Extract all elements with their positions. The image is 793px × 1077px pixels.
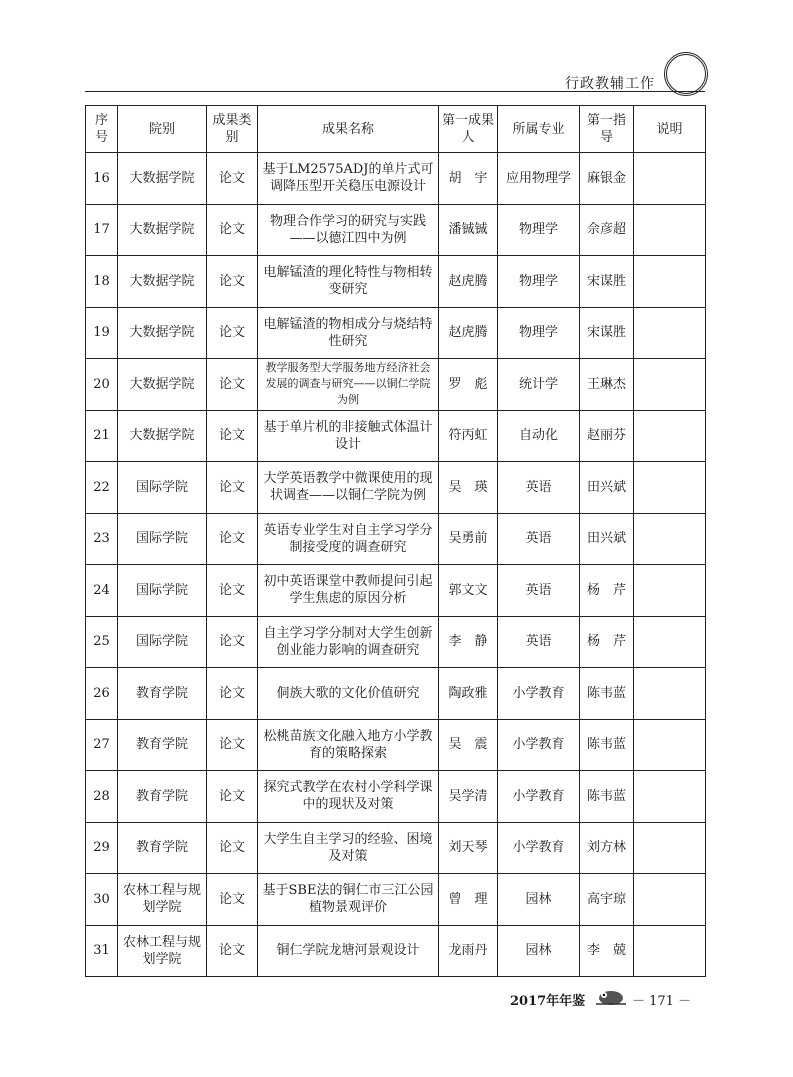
cell-major: 英语 <box>498 462 580 514</box>
table-row <box>86 719 706 771</box>
table-row <box>86 771 706 823</box>
cell-college: 教育学院 <box>118 668 207 720</box>
cell-type: 论文 <box>207 256 258 308</box>
table-row <box>86 462 706 514</box>
cell-author: 吴勇前 <box>439 513 498 565</box>
cell-no: 17 <box>86 204 118 256</box>
cell-advisor: 陈韦蓝 <box>580 719 634 771</box>
table-row <box>86 822 706 874</box>
cell-note <box>634 925 706 977</box>
cell-major: 英语 <box>498 565 580 617</box>
cell-type: 论文 <box>207 822 258 874</box>
cell-type: 论文 <box>207 719 258 771</box>
col-header-author: 第一成果人 <box>439 106 498 153</box>
cell-advisor: 田兴斌 <box>580 513 634 565</box>
col-header-no: 序号 <box>86 106 118 153</box>
cell-title: 侗族大歌的文化价值研究 <box>258 668 439 720</box>
cell-note <box>634 256 706 308</box>
cell-no: 18 <box>86 256 118 308</box>
cell-author: 赵虎腾 <box>439 256 498 308</box>
cell-note <box>634 359 706 411</box>
cell-title: 松桃苗族文化融入地方小学教育的策略探索 <box>258 719 439 771</box>
cell-college: 国际学院 <box>118 513 207 565</box>
cell-major: 物理学 <box>498 204 580 256</box>
cell-college: 大数据学院 <box>118 204 207 256</box>
cell-note <box>634 771 706 823</box>
cell-advisor: 陈韦蓝 <box>580 668 634 720</box>
cell-major: 园林 <box>498 874 580 926</box>
cell-title: 大学英语教学中微课使用的现状调查——以铜仁学院为例 <box>258 462 439 514</box>
table-row <box>86 668 706 720</box>
cell-college: 国际学院 <box>118 616 207 668</box>
cell-major: 小学教育 <box>498 668 580 720</box>
cell-type: 论文 <box>207 565 258 617</box>
cell-author: 罗 彪 <box>439 359 498 411</box>
table-row <box>86 410 706 462</box>
cell-note <box>634 307 706 359</box>
cell-college: 大数据学院 <box>118 307 207 359</box>
cell-major: 英语 <box>498 616 580 668</box>
cell-college: 大数据学院 <box>118 359 207 411</box>
cell-major: 自动化 <box>498 410 580 462</box>
cell-author: 胡 宇 <box>439 153 498 205</box>
cell-advisor: 李 兢 <box>580 925 634 977</box>
table-row <box>86 307 706 359</box>
cell-no: 22 <box>86 462 118 514</box>
cell-note <box>634 410 706 462</box>
cell-author: 吴学清 <box>439 771 498 823</box>
cell-college: 大数据学院 <box>118 153 207 205</box>
page-number: － 171 － <box>632 994 692 1009</box>
cell-title: 电解锰渣的物相成分与烧结特性研究 <box>258 307 439 359</box>
table-header-row <box>86 106 706 153</box>
cell-college: 国际学院 <box>118 565 207 617</box>
cell-note <box>634 204 706 256</box>
cell-major: 小学教育 <box>498 822 580 874</box>
cell-no: 16 <box>86 153 118 205</box>
cell-major: 物理学 <box>498 256 580 308</box>
cell-note <box>634 565 706 617</box>
cell-title: 初中英语课堂中教师提问引起学生焦虑的原因分析 <box>258 565 439 617</box>
cell-advisor: 刘方林 <box>580 822 634 874</box>
mascot-icon <box>592 986 630 1008</box>
cell-type: 论文 <box>207 307 258 359</box>
page-footer <box>510 990 692 1009</box>
cell-note <box>634 462 706 514</box>
cell-advisor: 陈韦蓝 <box>580 771 634 823</box>
cell-author: 刘天琴 <box>439 822 498 874</box>
cell-advisor: 高宇琼 <box>580 874 634 926</box>
cell-type: 论文 <box>207 668 258 720</box>
cell-no: 31 <box>86 925 118 977</box>
cell-college: 农林工程与规划学院 <box>118 874 207 926</box>
cell-title: 教学服务型大学服务地方经济社会发展的调查与研究——以铜仁学院为例 <box>258 359 439 411</box>
cell-type: 论文 <box>207 771 258 823</box>
table-row <box>86 256 706 308</box>
cell-type: 论文 <box>207 410 258 462</box>
cell-type: 论文 <box>207 925 258 977</box>
table-row <box>86 925 706 977</box>
cell-note <box>634 822 706 874</box>
cell-advisor: 杨 芹 <box>580 616 634 668</box>
col-header-type: 成果类别 <box>207 106 258 153</box>
cell-college: 农林工程与规划学院 <box>118 925 207 977</box>
table-row <box>86 204 706 256</box>
cell-major: 统计学 <box>498 359 580 411</box>
section-title: 行政教辅工作 <box>565 76 655 92</box>
col-header-college: 院别 <box>118 106 207 153</box>
cell-author: 赵虎腾 <box>439 307 498 359</box>
table-row <box>86 359 706 411</box>
col-header-advisor: 第一指导 <box>580 106 634 153</box>
table-row <box>86 565 706 617</box>
cell-note <box>634 668 706 720</box>
cell-type: 论文 <box>207 874 258 926</box>
cell-no: 26 <box>86 668 118 720</box>
cell-type: 论文 <box>207 204 258 256</box>
cell-no: 25 <box>86 616 118 668</box>
cell-advisor: 杨 芹 <box>580 565 634 617</box>
cell-author: 曾 理 <box>439 874 498 926</box>
cell-no: 23 <box>86 513 118 565</box>
table-row <box>86 513 706 565</box>
header-divider <box>85 91 705 92</box>
cell-major: 小学教育 <box>498 719 580 771</box>
cell-title: 大学生自主学习的经验、困境及对策 <box>258 822 439 874</box>
col-header-major: 所属专业 <box>498 106 580 153</box>
cell-college: 大数据学院 <box>118 256 207 308</box>
cell-college: 教育学院 <box>118 822 207 874</box>
cell-advisor: 麻银金 <box>580 153 634 205</box>
cell-major: 应用物理学 <box>498 153 580 205</box>
cell-advisor: 佘彦超 <box>580 204 634 256</box>
cell-no: 30 <box>86 874 118 926</box>
cell-major: 小学教育 <box>498 771 580 823</box>
cell-title: 铜仁学院龙塘河景观设计 <box>258 925 439 977</box>
cell-note <box>634 874 706 926</box>
cell-advisor: 宋谋胜 <box>580 307 634 359</box>
cell-title: 基于单片机的非接触式体温计设计 <box>258 410 439 462</box>
cell-college: 教育学院 <box>118 771 207 823</box>
cell-note <box>634 513 706 565</box>
cell-title: 基于SBE法的铜仁市三江公园植物景观评价 <box>258 874 439 926</box>
cell-title: 电解锰渣的理化特性与物相转变研究 <box>258 256 439 308</box>
cell-author: 龙雨丹 <box>439 925 498 977</box>
cell-no: 24 <box>86 565 118 617</box>
cell-college: 国际学院 <box>118 462 207 514</box>
cell-author: 潘铖铖 <box>439 204 498 256</box>
cell-major: 物理学 <box>498 307 580 359</box>
cell-title: 英语专业学生对自主学习学分制接受度的调查研究 <box>258 513 439 565</box>
cell-advisor: 王琳杰 <box>580 359 634 411</box>
cell-author: 李 静 <box>439 616 498 668</box>
cell-advisor: 宋谋胜 <box>580 256 634 308</box>
cell-type: 论文 <box>207 462 258 514</box>
table-row <box>86 874 706 926</box>
cell-title: 自主学习学分制对大学生创新创业能力影响的调查研究 <box>258 616 439 668</box>
cell-major: 英语 <box>498 513 580 565</box>
cell-type: 论文 <box>207 513 258 565</box>
cell-title: 物理合作学习的研究与实践——以德江四中为例 <box>258 204 439 256</box>
cell-no: 19 <box>86 307 118 359</box>
col-header-title: 成果名称 <box>258 106 439 153</box>
cell-note <box>634 719 706 771</box>
yearbook-label: 2017年年鉴 <box>510 994 586 1009</box>
cell-major: 园林 <box>498 925 580 977</box>
cell-author: 吴 震 <box>439 719 498 771</box>
cell-note <box>634 616 706 668</box>
cell-no: 27 <box>86 719 118 771</box>
col-header-note: 说明 <box>634 106 706 153</box>
cell-author: 陶政雅 <box>439 668 498 720</box>
cell-author: 吴 瑛 <box>439 462 498 514</box>
cell-author: 符丙虹 <box>439 410 498 462</box>
cell-no: 21 <box>86 410 118 462</box>
university-logo <box>664 52 708 96</box>
cell-advisor: 赵丽芬 <box>580 410 634 462</box>
cell-title: 基于LM2575ADJ的单片式可调降压型开关稳压电源设计 <box>258 153 439 205</box>
cell-author: 郭文文 <box>439 565 498 617</box>
table-row <box>86 616 706 668</box>
cell-type: 论文 <box>207 359 258 411</box>
cell-title: 探究式教学在农村小学科学课中的现状及对策 <box>258 771 439 823</box>
cell-note <box>634 153 706 205</box>
cell-advisor: 田兴斌 <box>580 462 634 514</box>
logo-emblem-icon: Z <box>680 63 692 82</box>
cell-no: 20 <box>86 359 118 411</box>
cell-type: 论文 <box>207 616 258 668</box>
achievements-table <box>85 105 706 977</box>
cell-no: 29 <box>86 822 118 874</box>
cell-no: 28 <box>86 771 118 823</box>
table-row <box>86 153 706 205</box>
cell-type: 论文 <box>207 153 258 205</box>
cell-college: 大数据学院 <box>118 410 207 462</box>
cell-college: 教育学院 <box>118 719 207 771</box>
